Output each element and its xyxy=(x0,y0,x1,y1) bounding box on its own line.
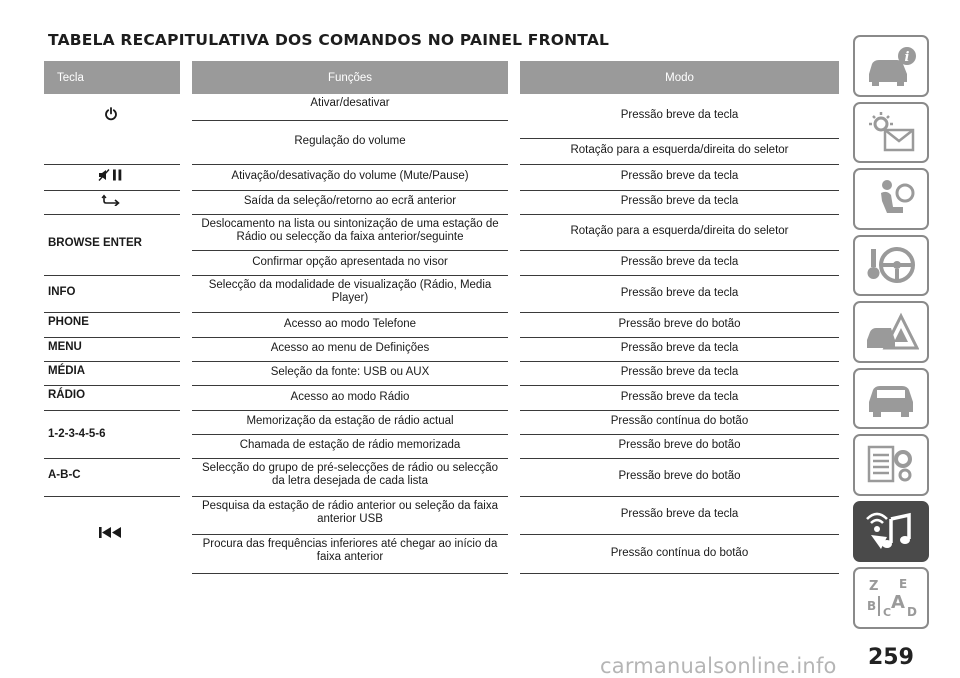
function-cell: Deslocamento na lista ou sintonização de uma estação de Rádio ou selecção da faixa anterior/seguinte xyxy=(186,214,514,250)
key-label: INFO xyxy=(44,275,186,312)
function-cell: Confirmar opção apresentada no visor xyxy=(186,250,514,275)
table-row xyxy=(44,361,839,385)
table-row xyxy=(44,164,839,190)
sidebar-tab-emergency[interactable] xyxy=(853,301,929,363)
mode-cell: Pressão breve da tecla xyxy=(514,385,839,410)
car-info-icon xyxy=(863,44,919,88)
header-funcoes: Funções xyxy=(186,61,514,94)
warning-lights-mail-icon xyxy=(863,110,919,154)
key-label: 1-2-3-4-5-6 xyxy=(44,410,186,458)
power-icon xyxy=(104,112,118,124)
table-row xyxy=(44,458,839,496)
mode-cell: Rotação para a esquerda/direita do seletor xyxy=(514,214,839,250)
mode-cell: Pressão contínua do botão xyxy=(514,410,839,434)
settings-list-icon xyxy=(863,443,919,487)
sidebar-tab-starting[interactable] xyxy=(853,235,929,297)
table-row xyxy=(44,496,839,534)
function-cell: Acesso ao modo Rádio xyxy=(186,385,514,410)
sidebar-tab-index[interactable] xyxy=(853,567,929,629)
key-cell xyxy=(44,496,186,573)
accident-warning-triangle-icon xyxy=(863,310,919,354)
svg-text:E: E xyxy=(899,576,908,591)
table-row xyxy=(44,385,839,410)
svg-text:B: B xyxy=(867,598,877,613)
key-cell xyxy=(44,164,186,190)
function-cell: Selecção do grupo de pré-selecções de rádio ou selecção da letra desejada de cada lista xyxy=(186,458,514,496)
function-cell: Memorização da estação de rádio actual xyxy=(186,410,514,434)
svg-text:C: C xyxy=(883,605,892,619)
table-row xyxy=(44,312,839,337)
function-cell: Selecção da modalidade de visualização (Rádio, Media Player) xyxy=(186,275,514,312)
key-label: PHONE xyxy=(44,312,186,337)
mode-cell: Pressão contínua do botão xyxy=(514,534,839,573)
sidebar-tab-car-info[interactable] xyxy=(853,35,929,97)
mode-cell: Pressão breve do botão xyxy=(514,458,839,496)
key-label: RÁDIO xyxy=(44,385,186,410)
mode-cell: Pressão breve da tecla xyxy=(514,190,839,214)
table-row xyxy=(44,275,839,312)
page-number: 259 xyxy=(868,645,914,670)
table-row xyxy=(44,410,839,434)
mode-cell: Rotação para a esquerda/direita do seletor xyxy=(514,138,839,164)
commands-table xyxy=(44,61,839,574)
car-icon xyxy=(863,376,919,420)
key-cell xyxy=(44,94,186,138)
function-cell: Ativação/desativação do volume (Mute/Pause) xyxy=(186,164,514,190)
function-cell: Regulação do volume xyxy=(186,120,514,164)
page-title: TABELA RECAPITULATIVA DOS COMANDOS NO PAINEL FRONTAL xyxy=(48,31,610,49)
mode-cell: Pressão breve da tecla xyxy=(514,361,839,385)
svg-text:D: D xyxy=(907,604,917,619)
function-cell: Procura das frequências inferiores até chegar ao início da faixa anterior xyxy=(186,534,514,573)
function-cell: Acesso ao modo Telefone xyxy=(186,312,514,337)
header-modo: Modo xyxy=(514,61,839,94)
key-label: BROWSE ENTER xyxy=(44,214,186,275)
mode-cell: Pressão breve do botão xyxy=(514,312,839,337)
function-cell: Saída da seleção/retorno ao ecrã anterior xyxy=(186,190,514,214)
previous-track-icon xyxy=(98,530,124,542)
function-cell: Pesquisa da estação de rádio anterior ou seleção da faixa anterior USB xyxy=(186,496,514,534)
mode-cell: Pressão breve da tecla xyxy=(514,250,839,275)
mode-cell: Pressão breve da tecla xyxy=(620,108,739,121)
table-row xyxy=(44,190,839,214)
mode-cell: Pressão breve do botão xyxy=(514,434,839,458)
chapter-sidebar xyxy=(853,35,929,634)
table-row xyxy=(44,337,839,361)
sidebar-tab-maintenance[interactable] xyxy=(853,368,929,430)
sidebar-tab-multimedia[interactable] xyxy=(853,501,929,563)
svg-text:A: A xyxy=(891,591,905,613)
watermark: carmanualsonline.info xyxy=(600,654,837,678)
mode-cell: Pressão breve da tecla xyxy=(514,164,839,190)
mode-cell: Pressão breve da tecla xyxy=(514,275,839,312)
seat-airbag-icon xyxy=(863,177,919,221)
key-label: MÉDIA xyxy=(44,361,186,385)
function-cell: Chamada de estação de rádio memorizada xyxy=(186,434,514,458)
svg-text:i: i xyxy=(904,49,910,65)
alphabetical-index-icon xyxy=(863,576,919,620)
table-row xyxy=(44,214,839,250)
key-label: MENU xyxy=(44,337,186,361)
table-header-row xyxy=(44,61,839,94)
function-cell: Acesso ao menu de Definições xyxy=(186,337,514,361)
function-cell: Seleção da fonte: USB ou AUX xyxy=(186,361,514,385)
table-row xyxy=(44,94,839,120)
sidebar-tab-warning-lights[interactable] xyxy=(853,102,929,164)
back-return-icon xyxy=(101,197,121,209)
key-label: A-B-C xyxy=(44,458,186,496)
multimedia-note-icon xyxy=(863,509,919,553)
function-cell: Ativar/desativar xyxy=(186,94,514,120)
mute-pause-icon xyxy=(98,173,124,185)
mode-cell: Pressão breve da tecla xyxy=(514,337,839,361)
sidebar-tab-technical-data[interactable] xyxy=(853,434,929,496)
mode-cell: Pressão breve da tecla xyxy=(514,496,839,534)
header-tecla: Tecla xyxy=(44,61,186,94)
key-cell xyxy=(44,190,186,214)
sidebar-tab-safety[interactable] xyxy=(853,168,929,230)
svg-text:Z: Z xyxy=(869,578,879,594)
steering-key-icon xyxy=(863,243,919,287)
